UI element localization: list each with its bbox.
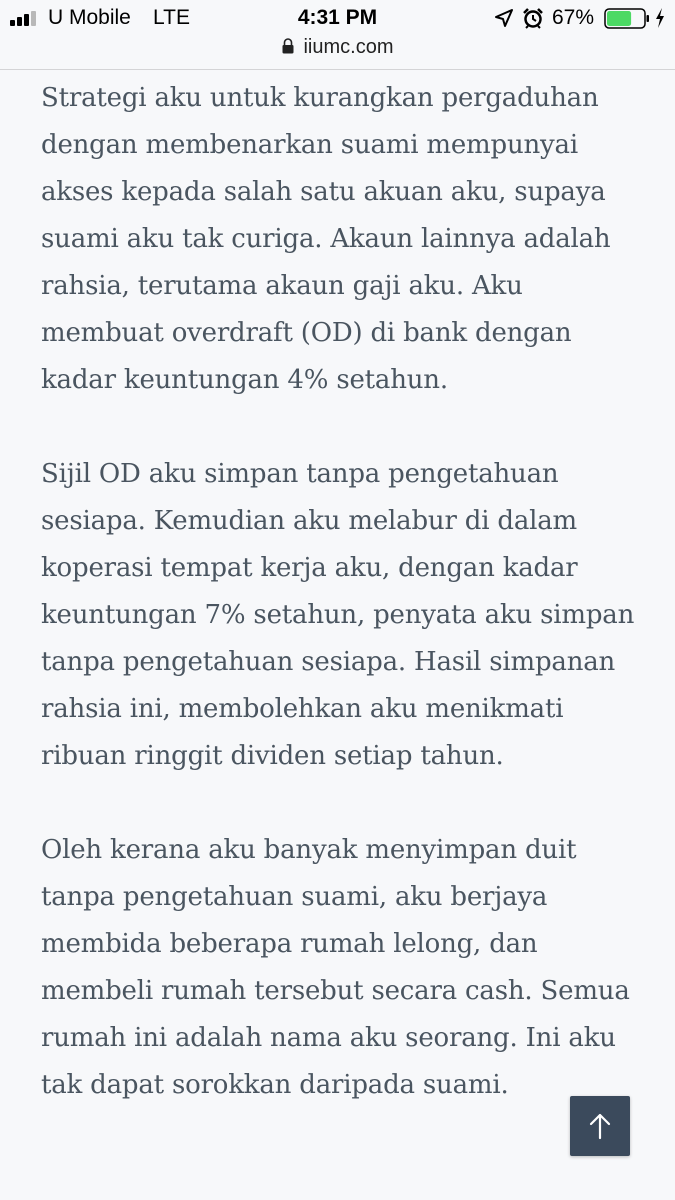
carrier-name: U Mobile (48, 6, 131, 29)
arrow-up-icon (588, 1112, 612, 1140)
back-to-top-button[interactable] (570, 1096, 630, 1156)
battery-icon (604, 8, 650, 29)
article-paragraph-1: Strategi aku untuk kurangkan pergaduhan dengan membenarkan suami mempunyai akses kepada salah satu akuan aku, supaya suami aku tak curiga. Akaun lainnya adalah rahsia, terutama akaun gaji aku. Aku membuat overdraft (OD) di bank dengan kadar keuntungan 4% setahun. (41, 83, 611, 395)
clock-time: 4:31 PM (297, 6, 378, 29)
alarm-clock-icon (522, 7, 544, 29)
address-bar[interactable] (0, 36, 675, 66)
battery-percentage: 67% (552, 6, 595, 29)
signal-icon (10, 10, 42, 26)
article-body (41, 75, 641, 1109)
url-domain: iiumc.com (303, 36, 394, 58)
header-divider (0, 69, 675, 70)
article-paragraph-3: Oleh kerana aku banyak menyimpan duit tanpa pengetahuan suami, aku berjaya membida beberapa rumah lelong, dan membeli rumah tersebut secara cash. Semua rumah ini adalah nama aku seorang. Ini aku tak dapat sorokkan daripada suami. (41, 835, 630, 1100)
lock-icon (281, 38, 295, 54)
status-bar (0, 0, 675, 36)
charging-bolt-icon (654, 7, 666, 29)
article-paragraph-2: Sijil OD aku simpan tanpa pengetahuan sesiapa. Kemudian aku melabur di dalam koperasi tempat kerja aku, dengan kadar keuntungan 7% setahun, penyata aku simpan tanpa pengetahuan sesiapa. Hasil simpanan rahsia ini, membolehkan aku menikmati ribuan ringgit dividen setiap tahun. (41, 459, 635, 771)
network-type: LTE (153, 6, 190, 29)
location-arrow-icon (494, 8, 514, 28)
